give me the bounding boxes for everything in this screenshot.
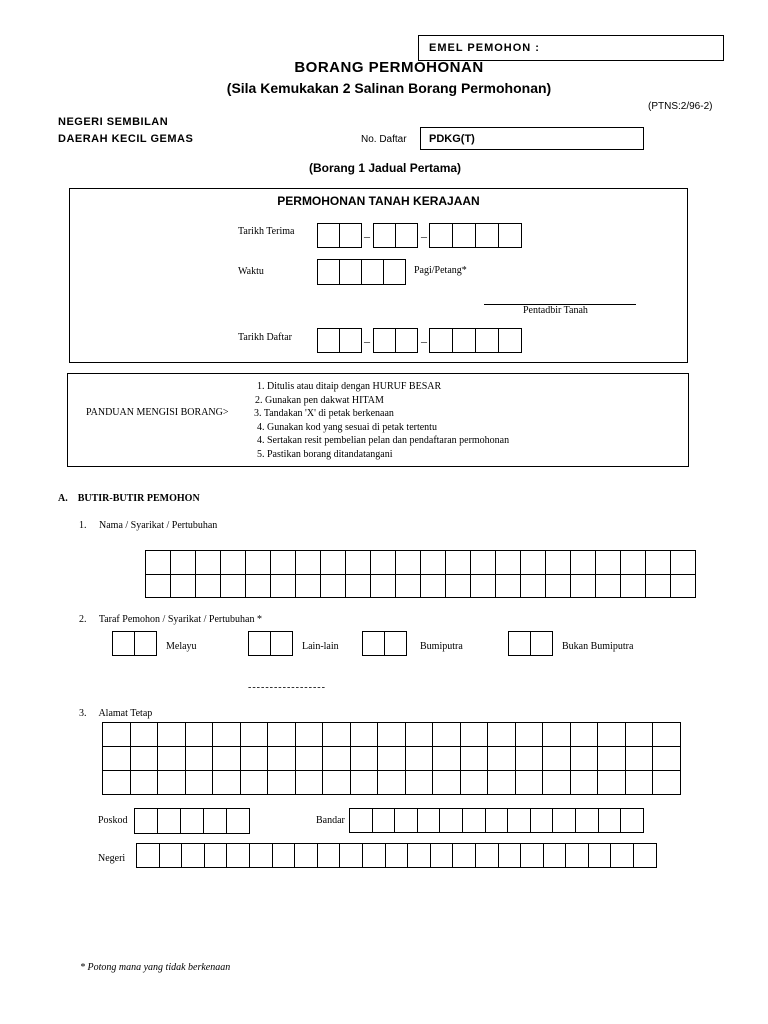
input-cell[interactable] xyxy=(323,723,351,747)
input-cell[interactable] xyxy=(543,723,571,747)
input-cell[interactable] xyxy=(146,551,171,575)
date-separator: – xyxy=(421,334,427,348)
input-cell[interactable] xyxy=(446,575,471,598)
input-cell[interactable] xyxy=(488,771,516,795)
input-cell[interactable] xyxy=(653,771,681,795)
input-cell[interactable] xyxy=(571,575,596,598)
input-cell[interactable] xyxy=(433,747,461,771)
input-cell[interactable] xyxy=(385,632,407,656)
input-cell[interactable] xyxy=(476,329,499,353)
option-malay-label: Melayu xyxy=(166,641,197,652)
input-cell[interactable] xyxy=(406,723,434,747)
status-question: 2. Taraf Pemohon / Syarikat / Pertubuhan * xyxy=(79,614,262,625)
input-cell[interactable] xyxy=(158,723,186,747)
input-cell[interactable] xyxy=(653,723,681,747)
input-cell[interactable] xyxy=(296,551,321,575)
input-cell[interactable] xyxy=(221,551,246,575)
input-cell[interactable] xyxy=(378,723,406,747)
input-cell[interactable] xyxy=(221,575,246,598)
input-cell[interactable] xyxy=(158,771,186,795)
guide-item: 3. Tandakan 'X' di petak berkenaan xyxy=(254,408,394,419)
input-cell[interactable] xyxy=(571,747,599,771)
ampm-label: Pagi/Petang* xyxy=(414,265,467,276)
input-cell[interactable] xyxy=(271,632,293,656)
postcode-input[interactable] xyxy=(134,808,250,834)
input-cell[interactable] xyxy=(543,771,571,795)
date-separator: – xyxy=(421,229,427,243)
input-cell[interactable] xyxy=(378,771,406,795)
input-cell[interactable] xyxy=(395,809,418,833)
signatory-label: Pentadbir Tanah xyxy=(523,305,588,316)
received-month-input[interactable] xyxy=(373,223,418,248)
input-cell[interactable] xyxy=(396,575,421,598)
input-cell[interactable] xyxy=(103,771,131,795)
input-cell[interactable] xyxy=(461,771,489,795)
input-cell[interactable] xyxy=(196,551,221,575)
input-cell[interactable] xyxy=(499,329,522,353)
input-cell[interactable] xyxy=(351,723,379,747)
input-cell[interactable] xyxy=(431,844,454,868)
input-cell[interactable] xyxy=(386,844,409,868)
input-cell[interactable] xyxy=(340,844,363,868)
input-cell[interactable] xyxy=(271,575,296,598)
register-date-label: Tarikh Daftar xyxy=(238,332,292,343)
input-cell[interactable] xyxy=(653,747,681,771)
input-cell[interactable] xyxy=(488,747,516,771)
input-cell[interactable] xyxy=(516,747,544,771)
input-cell[interactable] xyxy=(227,844,250,868)
input-cell[interactable] xyxy=(521,575,546,598)
guide-panel xyxy=(67,373,689,467)
input-cell[interactable] xyxy=(318,329,340,353)
received-date-label: Tarikh Terima xyxy=(238,226,295,237)
city-label: Bandar xyxy=(316,815,345,826)
input-cell[interactable] xyxy=(546,551,571,575)
input-cell[interactable] xyxy=(346,575,371,598)
input-cell[interactable] xyxy=(553,809,576,833)
input-cell[interactable] xyxy=(453,329,476,353)
input-cell[interactable] xyxy=(421,551,446,575)
input-cell[interactable] xyxy=(250,844,273,868)
schedule-label: (Borang 1 Jadual Pertama) xyxy=(309,161,462,175)
input-cell[interactable] xyxy=(158,747,186,771)
input-cell[interactable] xyxy=(296,771,324,795)
name-input-grid[interactable] xyxy=(145,550,696,598)
received-day-input[interactable] xyxy=(317,223,362,248)
input-cell[interactable] xyxy=(621,575,646,598)
input-cell[interactable] xyxy=(146,575,171,598)
option-bumiputra-label: Bumiputra xyxy=(420,641,463,652)
input-cell[interactable] xyxy=(440,809,463,833)
input-cell[interactable] xyxy=(271,551,296,575)
input-cell[interactable] xyxy=(634,844,657,868)
office-use-panel xyxy=(69,188,688,363)
input-cell[interactable] xyxy=(433,771,461,795)
option-non-bumiputra-label: Bukan Bumiputra xyxy=(562,641,634,652)
option-non-bumiputra-checkbox[interactable] xyxy=(508,631,553,656)
input-cell[interactable] xyxy=(131,747,159,771)
input-cell[interactable] xyxy=(496,551,521,575)
guide-label: PANDUAN MENGISI BORANG> xyxy=(86,407,229,418)
input-cell[interactable] xyxy=(396,329,418,353)
input-cell[interactable] xyxy=(516,723,544,747)
input-cell[interactable] xyxy=(227,809,250,834)
input-cell[interactable] xyxy=(430,224,453,248)
input-cell[interactable] xyxy=(571,723,599,747)
input-cell[interactable] xyxy=(571,771,599,795)
input-cell[interactable] xyxy=(160,844,183,868)
input-cell[interactable] xyxy=(598,747,626,771)
input-cell[interactable] xyxy=(249,632,271,656)
office-panel-title: PERMOHONAN TANAH KERAJAAN xyxy=(277,194,480,208)
input-cell[interactable] xyxy=(598,723,626,747)
input-cell[interactable] xyxy=(396,224,418,248)
input-cell[interactable] xyxy=(396,551,421,575)
input-cell[interactable] xyxy=(421,575,446,598)
received-year-input[interactable] xyxy=(429,223,522,248)
option-bumiputra-checkbox[interactable] xyxy=(362,631,407,656)
input-cell[interactable] xyxy=(268,747,296,771)
time-input[interactable] xyxy=(317,259,406,285)
date-separator: – xyxy=(364,334,370,348)
input-cell[interactable] xyxy=(363,632,385,656)
input-cell[interactable] xyxy=(246,551,271,575)
input-cell[interactable] xyxy=(576,809,599,833)
input-cell[interactable] xyxy=(268,771,296,795)
form-title: BORANG PERMOHONAN xyxy=(294,59,484,76)
input-cell[interactable] xyxy=(621,551,646,575)
input-cell[interactable] xyxy=(186,747,214,771)
input-cell[interactable] xyxy=(531,809,554,833)
option-others-checkbox[interactable] xyxy=(248,631,293,656)
input-cell[interactable] xyxy=(213,723,241,747)
reg-no-label: No. Daftar xyxy=(361,134,407,145)
city-input[interactable] xyxy=(349,808,644,833)
email-field[interactable] xyxy=(418,35,724,61)
postcode-label: Poskod xyxy=(98,815,128,826)
blank-dashes: ------------------ xyxy=(248,682,326,693)
guide-item: 4. Sertakan resit pembelian pelan dan pendaftaran permohonan xyxy=(257,435,510,446)
input-cell[interactable] xyxy=(671,575,696,598)
input-cell[interactable] xyxy=(516,771,544,795)
input-cell[interactable] xyxy=(340,224,362,248)
input-cell[interactable] xyxy=(433,723,461,747)
input-cell[interactable] xyxy=(461,747,489,771)
input-cell[interactable] xyxy=(273,844,296,868)
input-cell[interactable] xyxy=(453,224,476,248)
address-question: 3. Alamat Tetap xyxy=(79,708,153,719)
input-cell[interactable] xyxy=(384,260,406,285)
input-cell[interactable] xyxy=(340,329,362,353)
input-cell[interactable] xyxy=(508,809,531,833)
input-cell[interactable] xyxy=(213,747,241,771)
state-field-label: Negeri xyxy=(98,853,126,864)
input-cell[interactable] xyxy=(626,747,654,771)
guide-item: 2. Gunakan pen dakwat HITAM xyxy=(255,394,384,406)
input-cell[interactable] xyxy=(406,747,434,771)
input-cell[interactable] xyxy=(186,723,214,747)
input-cell[interactable] xyxy=(268,723,296,747)
input-cell[interactable] xyxy=(323,771,351,795)
input-cell[interactable] xyxy=(509,632,531,656)
input-cell[interactable] xyxy=(171,575,196,598)
input-cell[interactable] xyxy=(596,575,621,598)
input-cell[interactable] xyxy=(546,575,571,598)
input-cell[interactable] xyxy=(321,551,346,575)
input-cell[interactable] xyxy=(204,809,227,834)
input-cell[interactable] xyxy=(213,771,241,795)
input-cell[interactable] xyxy=(471,551,496,575)
state-name: NEGERI SEMBILAN xyxy=(58,116,169,128)
input-cell[interactable] xyxy=(461,723,489,747)
input-cell[interactable] xyxy=(103,747,131,771)
input-cell[interactable] xyxy=(296,575,321,598)
input-cell[interactable] xyxy=(486,809,509,833)
reg-no-value: PDKG(T) xyxy=(429,133,475,145)
input-cell[interactable] xyxy=(296,723,324,747)
input-cell[interactable] xyxy=(488,723,516,747)
email-label: EMEL PEMOHON : xyxy=(429,42,540,54)
input-cell[interactable] xyxy=(543,747,571,771)
input-cell[interactable] xyxy=(430,329,453,353)
guide-list xyxy=(254,380,510,461)
input-cell[interactable] xyxy=(362,260,384,285)
input-cell[interactable] xyxy=(113,632,135,656)
name-question: 1. Nama / Syarikat / Pertubuhan xyxy=(79,520,218,531)
input-cell[interactable] xyxy=(241,771,269,795)
input-cell[interactable] xyxy=(571,551,596,575)
input-cell[interactable] xyxy=(350,809,373,833)
input-cell[interactable] xyxy=(295,844,318,868)
input-cell[interactable] xyxy=(137,844,160,868)
input-cell[interactable] xyxy=(374,329,396,353)
input-cell[interactable] xyxy=(196,575,221,598)
section-a-heading: A. BUTIR-BUTIR PEMOHON xyxy=(58,493,200,504)
input-cell[interactable] xyxy=(373,809,396,833)
input-cell[interactable] xyxy=(186,771,214,795)
input-cell[interactable] xyxy=(351,771,379,795)
input-cell[interactable] xyxy=(241,747,269,771)
input-cell[interactable] xyxy=(471,575,496,598)
input-cell[interactable] xyxy=(566,844,589,868)
reg-no-field[interactable] xyxy=(420,127,644,150)
input-cell[interactable] xyxy=(321,575,346,598)
option-malay-checkbox[interactable] xyxy=(112,631,157,656)
register-month-input[interactable] xyxy=(373,328,418,353)
input-cell[interactable] xyxy=(131,771,159,795)
input-cell[interactable] xyxy=(182,844,205,868)
input-cell[interactable] xyxy=(453,844,476,868)
input-cell[interactable] xyxy=(171,551,196,575)
option-others-label: Lain-lain xyxy=(302,641,339,652)
input-cell[interactable] xyxy=(318,260,340,285)
input-cell[interactable] xyxy=(598,771,626,795)
input-cell[interactable] xyxy=(205,844,228,868)
input-cell[interactable] xyxy=(241,723,269,747)
input-cell[interactable] xyxy=(103,723,131,747)
input-cell[interactable] xyxy=(499,844,522,868)
register-day-input[interactable] xyxy=(317,328,362,353)
input-cell[interactable] xyxy=(371,551,396,575)
state-input[interactable] xyxy=(136,843,657,868)
input-cell[interactable] xyxy=(476,224,499,248)
input-cell[interactable] xyxy=(246,575,271,598)
input-cell[interactable] xyxy=(418,809,441,833)
input-cell[interactable] xyxy=(626,771,654,795)
ref-code: (PTNS:2/96-2) xyxy=(648,101,713,112)
guide-item: 5. Pastikan borang ditandatangani xyxy=(257,448,393,460)
input-cell[interactable] xyxy=(318,224,340,248)
input-cell[interactable] xyxy=(406,771,434,795)
form-subtitle: (Sila Kemukakan 2 Salinan Borang Permohonan) xyxy=(226,80,552,96)
input-cell[interactable] xyxy=(296,747,324,771)
input-cell[interactable] xyxy=(499,224,522,248)
input-cell[interactable] xyxy=(521,551,546,575)
input-cell[interactable] xyxy=(181,809,204,834)
input-cell[interactable] xyxy=(346,551,371,575)
input-cell[interactable] xyxy=(446,551,471,575)
input-cell[interactable] xyxy=(646,551,671,575)
input-cell[interactable] xyxy=(621,809,644,833)
footnote: * Potong mana yang tidak berkenaan xyxy=(80,962,231,973)
input-cell[interactable] xyxy=(374,224,396,248)
input-cell[interactable] xyxy=(371,575,396,598)
address-input-grid[interactable] xyxy=(102,722,681,795)
input-cell[interactable] xyxy=(378,747,406,771)
input-cell[interactable] xyxy=(646,575,671,598)
input-cell[interactable] xyxy=(323,747,351,771)
input-cell[interactable] xyxy=(131,723,159,747)
input-cell[interactable] xyxy=(544,844,567,868)
input-cell[interactable] xyxy=(599,809,622,833)
input-cell[interactable] xyxy=(496,575,521,598)
input-cell[interactable] xyxy=(463,809,486,833)
input-cell[interactable] xyxy=(531,632,553,656)
input-cell[interactable] xyxy=(135,632,157,656)
input-cell[interactable] xyxy=(318,844,341,868)
time-label: Waktu xyxy=(238,266,264,277)
input-cell[interactable] xyxy=(626,723,654,747)
district-name: DAERAH KECIL GEMAS xyxy=(58,133,194,145)
input-cell[interactable] xyxy=(596,551,621,575)
input-cell[interactable] xyxy=(476,844,499,868)
input-cell[interactable] xyxy=(408,844,431,868)
date-separator: – xyxy=(364,229,370,243)
input-cell[interactable] xyxy=(589,844,612,868)
input-cell[interactable] xyxy=(340,260,362,285)
guide-item: 4. Gunakan kod yang sesuai di petak tertentu xyxy=(257,421,437,433)
register-year-input[interactable] xyxy=(429,328,522,353)
input-cell[interactable] xyxy=(351,747,379,771)
input-cell[interactable] xyxy=(671,551,696,575)
input-cell[interactable] xyxy=(158,809,181,834)
guide-item: 1. Ditulis atau ditaip dengan HURUF BESAR xyxy=(257,381,442,392)
input-cell[interactable] xyxy=(135,809,158,834)
input-cell[interactable] xyxy=(363,844,386,868)
input-cell[interactable] xyxy=(521,844,544,868)
input-cell[interactable] xyxy=(611,844,634,868)
